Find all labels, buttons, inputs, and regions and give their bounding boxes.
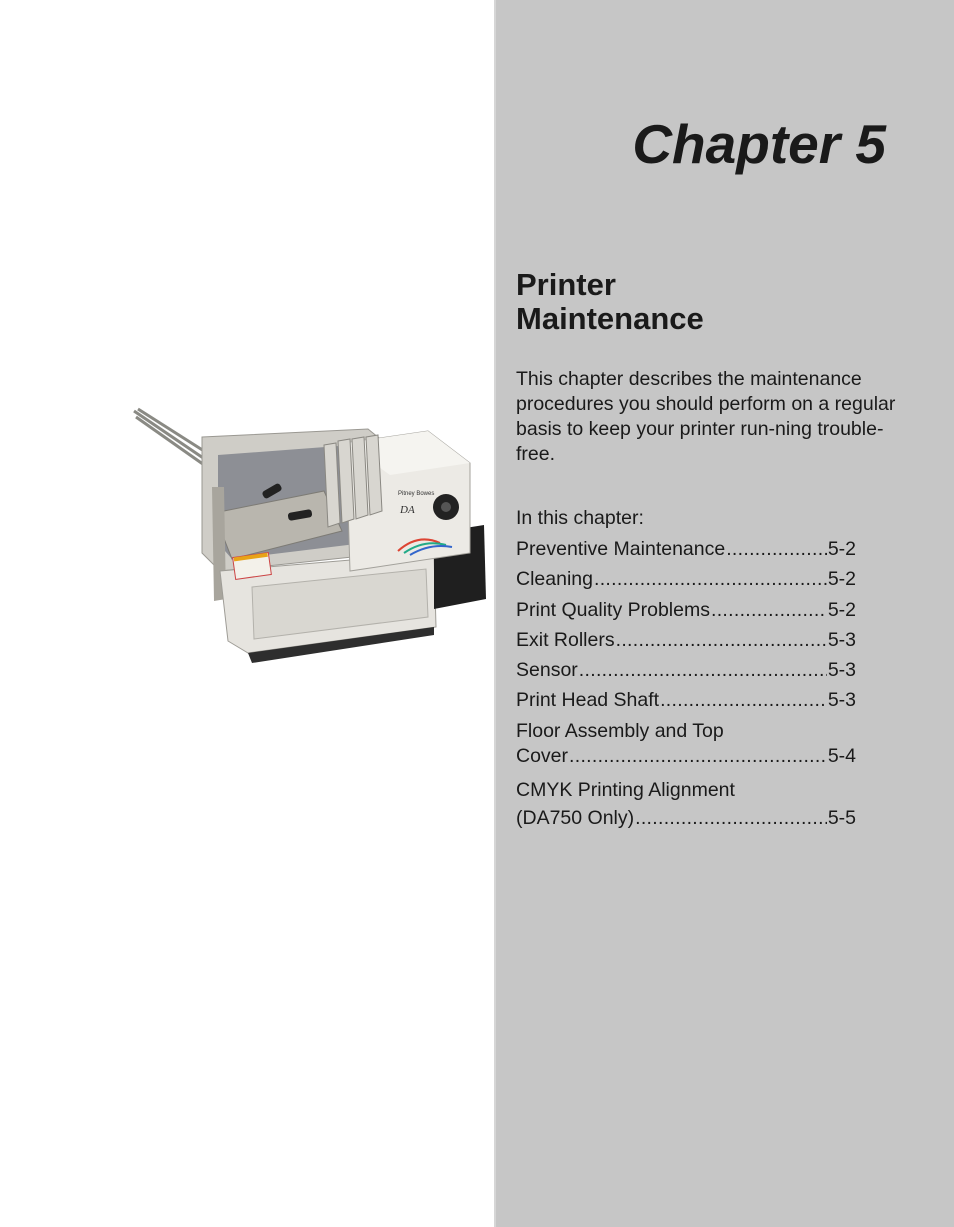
- toc-item-sensor[interactable]: [516, 658, 856, 688]
- toc-item-page: 5-2: [827, 538, 856, 560]
- toc-item-label: Preventive Maintenance: [516, 538, 726, 560]
- toc-item-print-quality-problems[interactable]: [516, 598, 856, 628]
- toc-item-page: 5-4: [827, 744, 856, 767]
- toc-item-label-line1: CMYK Printing Alignment: [516, 778, 735, 801]
- toc-item-print-head-shaft[interactable]: [516, 688, 856, 718]
- toc-item-page: 5-2: [827, 598, 856, 621]
- chapter-intro: This chapter describes the maintenance procedures you should perform on a regular basis to keep your printer run-ning trouble-free.: [516, 368, 896, 465]
- toc-item-page: 5-3: [827, 689, 856, 712]
- toc-item-label: Print Quality Problems: [516, 598, 710, 621]
- model-mark: DA: [400, 504, 415, 516]
- toc-item-page: 5-5: [827, 806, 856, 829]
- printer-illustration: [128, 403, 490, 669]
- brand-mark: Pitney Bowes: [398, 491, 435, 497]
- toc-heading: In this chapter:: [516, 507, 644, 529]
- section-title: [516, 268, 896, 336]
- toc-item-label-line1: Floor Assembly and Top: [516, 719, 724, 742]
- chapter-title: Chapter 5: [632, 113, 886, 175]
- section-title-line1: Printer: [516, 267, 616, 302]
- toc-item-cleaning[interactable]: [516, 567, 856, 597]
- toc-item-exit-rollers[interactable]: [516, 628, 856, 658]
- toc-item-preventive-maintenance[interactable]: [516, 537, 856, 567]
- toc-item-label: Cleaning: [516, 568, 593, 591]
- toc-item-page: 5-3: [827, 659, 856, 682]
- toc-item-cmyk-alignment[interactable]: [516, 775, 856, 836]
- toc-item-floor-assembly[interactable]: [516, 719, 856, 775]
- toc-item-label-line2: Cover: [516, 744, 569, 767]
- toc-item-page: 5-3: [827, 628, 856, 651]
- section-title-line2: Maintenance: [516, 301, 704, 336]
- toc-item-label: Sensor: [516, 659, 578, 682]
- chapter-sidebar: [494, 0, 954, 1227]
- table-of-contents: [516, 537, 856, 836]
- toc-item-page: 5-2: [827, 568, 856, 591]
- toc-item-label-line2: (DA750 Only): [516, 806, 635, 829]
- toc-item-label: Print Head Shaft: [516, 689, 660, 712]
- toc-item-label: Exit Rollers: [516, 628, 615, 651]
